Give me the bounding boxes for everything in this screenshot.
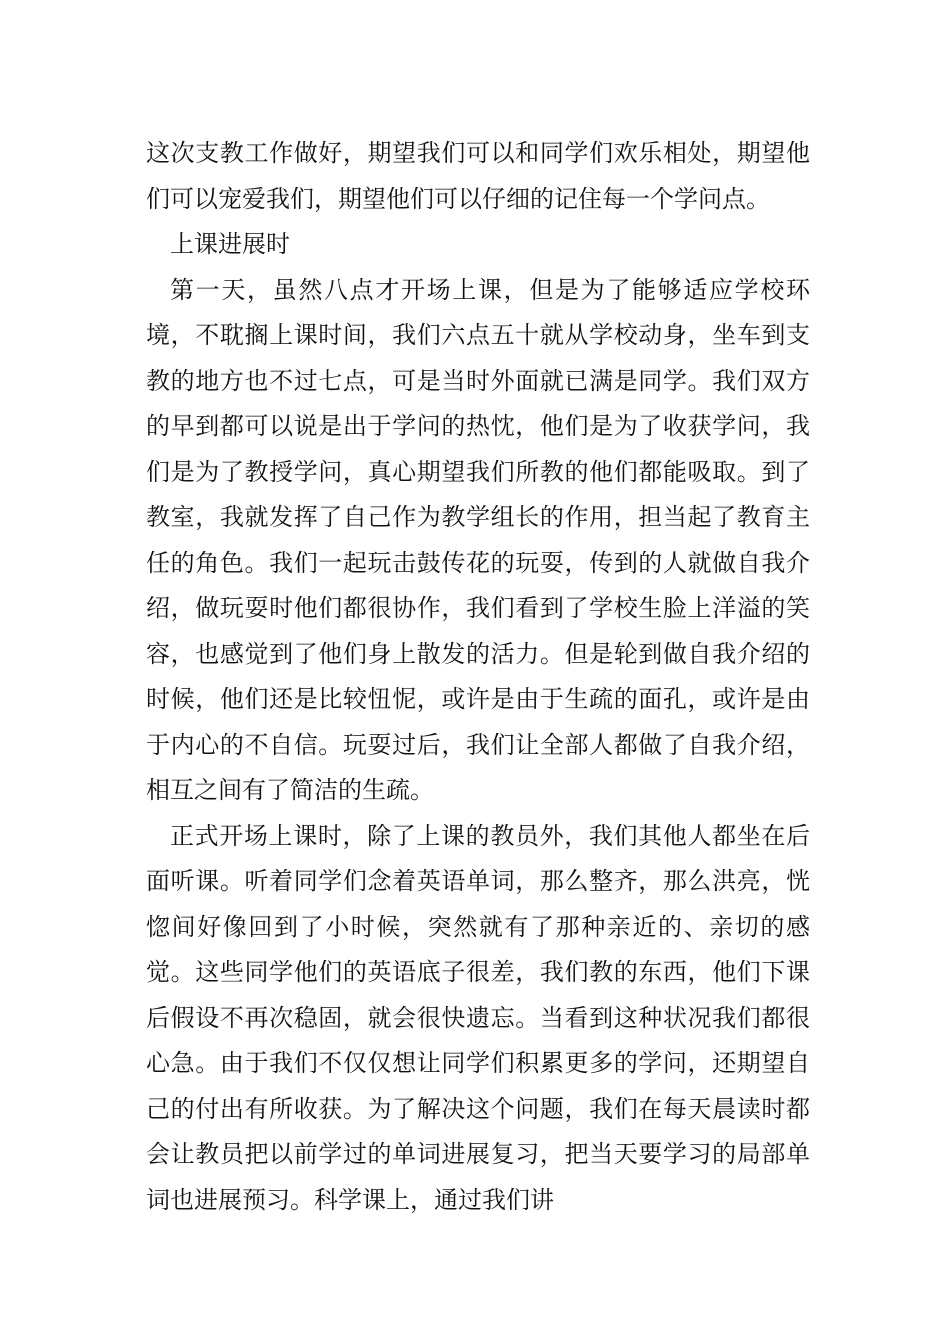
body-text [146,131,810,1223]
paragraph-formal-class: 正式开场上课时，除了上课的教员外，我们其他人都坐在后面听课。听着同学们念着英语单词，那么整齐，那么洪亮，恍惚间好像回到了小时候，突然就有了那种亲近的、亲切的感觉。这些同学他们的英语底子很差，我们教的东西，他们下课后假设不再次稳固，就会很快遗忘。当看到这种状况我们都很心急。由于我们不仅仅想让同学们积累更多的学问，还期望自己的付出有所收获。为了解决这个问题，我们在每天晨读时都会让教员把以前学过的单词进展复习，把当天要学习的局部单词也进展预习。科学课上，通过我们讲 [146,821,810,1214]
paragraph-continuation: 这次支教工作做好，期望我们可以和同学们欢乐相处，期望他们可以宠爱我们，期望他们可以仔细的记住每一个学问点。 [146,139,810,213]
paragraph-first-day: 第一天，虽然八点才开场上课，但是为了能够适应学校环境，不耽搁上课时间，我们六点五十就从学校动身，坐车到支教的地方也不过七点，可是当时外面就已满是同学。我们双方的早到都可以说是出于学问的热忱，他们是为了收获学问，我们是为了教授学问，真心期望我们所教的他们都能吸取。到了教室，我就发挥了自己作为教学组长的作用，担当起了教育主任的角色。我们一起玩击鼓传花的玩耍，传到的人就做自我介绍，做玩耍时他们都很协作，我们看到了学校生脸上洋溢的笑容，也感觉到了他们身上散发的活力。但是轮到做自我介绍的时候，他们还是比较忸怩，或许是由于生疏的面孔，或许是由于内心的不自信。玩耍过后，我们让全部人都做了自我介绍，相互之间有了简洁的生疏。 [146,275,810,804]
section-heading: 上课进展时 [170,230,290,258]
